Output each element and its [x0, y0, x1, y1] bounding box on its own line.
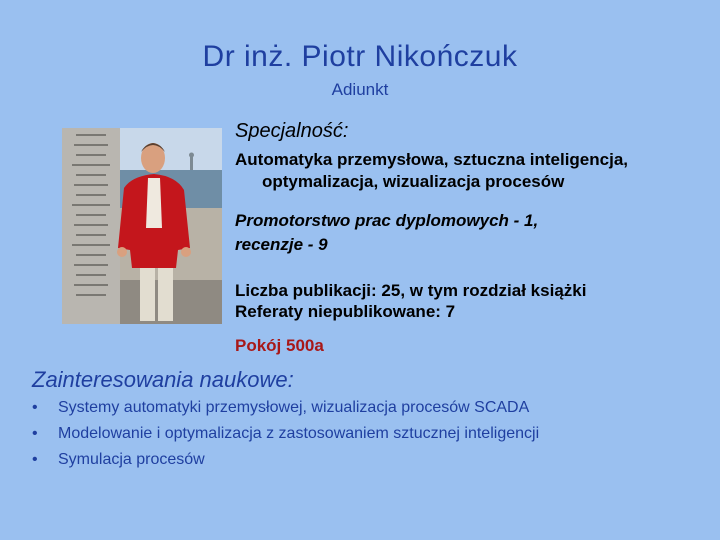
supervision-text-line1: Promotorstwo prac dyplomowych - 1, — [235, 211, 539, 230]
list-item — [32, 399, 529, 417]
specialty-text-line1: Automatyka przemysłowa, sztuczna inteligencja, — [235, 150, 629, 169]
specialty-text-line2: optymalizacja, wizualizacja procesów — [262, 172, 565, 191]
portrait-photo — [62, 128, 222, 324]
publications-text-line1: Liczba publikacji: 25, w tym rozdział książki — [235, 281, 587, 300]
list-item-text: Symulacja procesów — [58, 451, 205, 468]
list-item — [32, 425, 539, 443]
list-item — [32, 451, 205, 469]
supervision-text-line2: recenzje - 9 — [235, 235, 328, 254]
position-subtitle: Adiunkt — [331, 80, 389, 99]
list-item-text: Systemy automatyki przemysłowej, wizualizacja procesów SCADA — [58, 399, 530, 416]
bullet-icon: • — [32, 399, 38, 416]
interests-heading: Zainteresowania naukowe: — [32, 367, 294, 392]
room-number: Pokój 500a — [235, 336, 324, 355]
bullet-icon: • — [32, 425, 38, 442]
list-item-text: Modelowanie i optymalizacja z zastosowaniem sztucznej inteligencji — [58, 425, 540, 442]
publications-text-line2: Referaty niepublikowane: 7 — [235, 302, 456, 321]
person-name-title: Dr inż. Piotr Nikończuk — [202, 40, 518, 73]
specialty-heading: Specjalność: — [235, 120, 349, 142]
bullet-icon: • — [32, 451, 38, 468]
